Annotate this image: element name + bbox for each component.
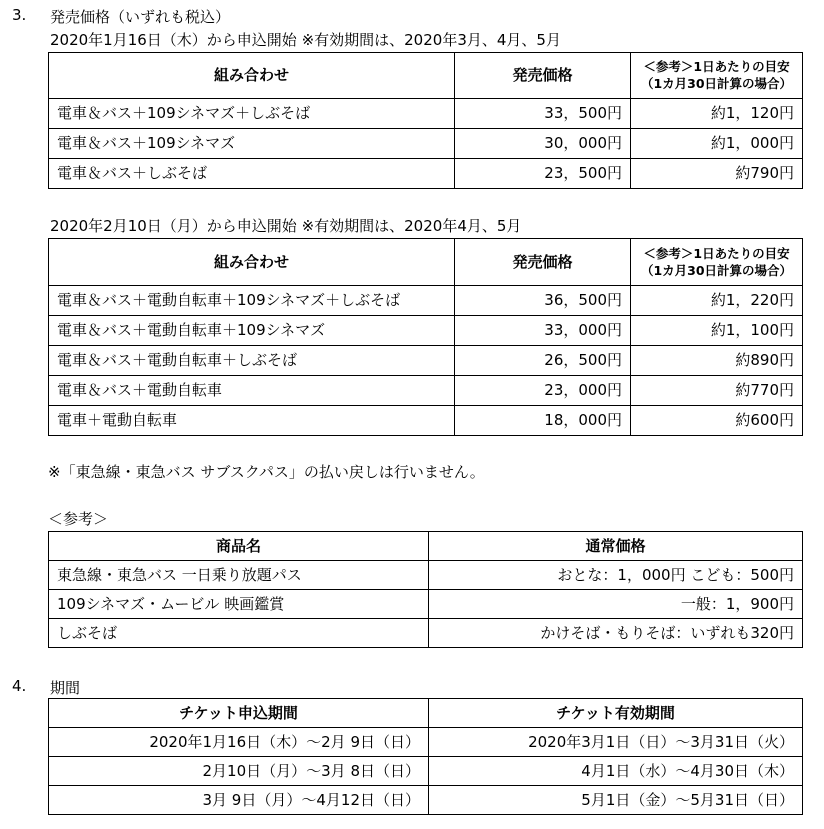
table-row <box>49 99 803 129</box>
table-header-row <box>49 699 803 728</box>
period-1-heading: 2020年1月16日（木）から申込開始 ※有効期間は、2020年3月、4月、5月 <box>50 31 561 49</box>
table-row <box>49 376 803 406</box>
reference-price-table <box>48 531 803 648</box>
valid-period-cell: 5月1日（金）～5月31日（日） <box>429 786 803 815</box>
per-day-cell: 約600円 <box>631 406 803 436</box>
table-header-row <box>49 239 803 286</box>
price-cell: 33，500円 <box>455 99 631 129</box>
regular-price-cell: かけそば・もりそば：いずれも320円 <box>429 619 803 648</box>
table-row <box>49 346 803 376</box>
period-2-heading: 2020年2月10日（月）から申込開始 ※有効期間は、2020年4月、5月 <box>50 217 522 235</box>
table-row <box>49 786 803 815</box>
header-price: 発売価格 <box>455 53 631 99</box>
table-row <box>49 286 803 316</box>
apply-period-cell: 2月10日（月）～3月 8日（日） <box>49 757 429 786</box>
header-apply-period: チケット申込期間 <box>49 699 429 728</box>
valid-period-cell: 4月1日（水）～4月30日（木） <box>429 757 803 786</box>
combo-cell: 電車＆バス＋109シネマズ＋しぶそば <box>49 99 455 129</box>
per-day-cell: 約1，100円 <box>631 316 803 346</box>
per-day-cell: 約770円 <box>631 376 803 406</box>
product-cell: 109シネマズ・ムービル 映画鑑賞 <box>49 590 429 619</box>
table-row <box>49 159 803 189</box>
price-cell: 26，500円 <box>455 346 631 376</box>
product-cell: 東急線・東急バス 一日乗り放題パス <box>49 561 429 590</box>
combo-cell: 電車＆バス＋電動自転車 <box>49 376 455 406</box>
price-cell: 33，000円 <box>455 316 631 346</box>
price-cell: 23，000円 <box>455 376 631 406</box>
section-3-number: 3. <box>12 6 27 24</box>
reference-heading: ＜参考＞ <box>48 510 109 528</box>
section-4-title: 期間 <box>50 679 81 697</box>
table-header-row <box>49 532 803 561</box>
regular-price-cell: 一般：1，900円 <box>429 590 803 619</box>
header-per-day <box>631 239 803 286</box>
header-combo: 組み合わせ <box>49 53 455 99</box>
price-cell: 30，000円 <box>455 129 631 159</box>
header-combo: 組み合わせ <box>49 239 455 286</box>
header-per-day-line1: ＜参考＞1日あたりの目安 <box>643 245 790 261</box>
valid-period-cell: 2020年3月1日（日）～3月31日（火） <box>429 728 803 757</box>
header-product: 商品名 <box>49 532 429 561</box>
refund-note: ※「東急線・東急バス サブスクパス」の払い戻しは行いません。 <box>48 463 485 481</box>
price-cell: 23，500円 <box>455 159 631 189</box>
table-row <box>49 619 803 648</box>
apply-period-cell: 2020年1月16日（木）～2月 9日（日） <box>49 728 429 757</box>
price-table-period-2 <box>48 238 803 436</box>
price-cell: 36，500円 <box>455 286 631 316</box>
table-row <box>49 561 803 590</box>
table-row <box>49 757 803 786</box>
header-valid-period: チケット有効期間 <box>429 699 803 728</box>
combo-cell: 電車＆バス＋電動自転車＋109シネマズ <box>49 316 455 346</box>
price-cell: 18，000円 <box>455 406 631 436</box>
header-per-day-line1: ＜参考＞1日あたりの目安 <box>643 59 790 75</box>
price-table-period-1 <box>48 52 803 189</box>
per-day-cell: 約1，000円 <box>631 129 803 159</box>
apply-period-cell: 3月 9日（月）～4月12日（日） <box>49 786 429 815</box>
table-row <box>49 728 803 757</box>
table-row <box>49 406 803 436</box>
table-row <box>49 129 803 159</box>
per-day-cell: 約890円 <box>631 346 803 376</box>
per-day-cell: 約1，220円 <box>631 286 803 316</box>
combo-cell: 電車＆バス＋しぶそば <box>49 159 455 189</box>
header-per-day-line2: （1カ月30日計算の場合） <box>640 76 793 91</box>
header-per-day-line2: （1カ月30日計算の場合） <box>640 262 793 278</box>
table-row <box>49 590 803 619</box>
period-table <box>48 698 803 815</box>
table-row <box>49 316 803 346</box>
section-3-title: 発売価格（いずれも税込） <box>50 8 231 26</box>
combo-cell: 電車＆バス＋109シネマズ <box>49 129 455 159</box>
product-cell: しぶそば <box>49 619 429 648</box>
combo-cell: 電車＆バス＋電動自転車＋109シネマズ＋しぶそば <box>49 286 455 316</box>
header-per-day <box>631 53 803 99</box>
per-day-cell: 約790円 <box>631 159 803 189</box>
header-price: 発売価格 <box>455 239 631 286</box>
combo-cell: 電車＆バス＋電動自転車＋しぶそば <box>49 346 455 376</box>
table-header-row <box>49 53 803 99</box>
regular-price-cell: おとな：1，000円 こども：500円 <box>429 561 803 590</box>
header-regular-price: 通常価格 <box>429 532 803 561</box>
per-day-cell: 約1，120円 <box>631 99 803 129</box>
combo-cell: 電車＋電動自転車 <box>49 406 455 436</box>
section-4-number: 4. <box>12 677 27 695</box>
